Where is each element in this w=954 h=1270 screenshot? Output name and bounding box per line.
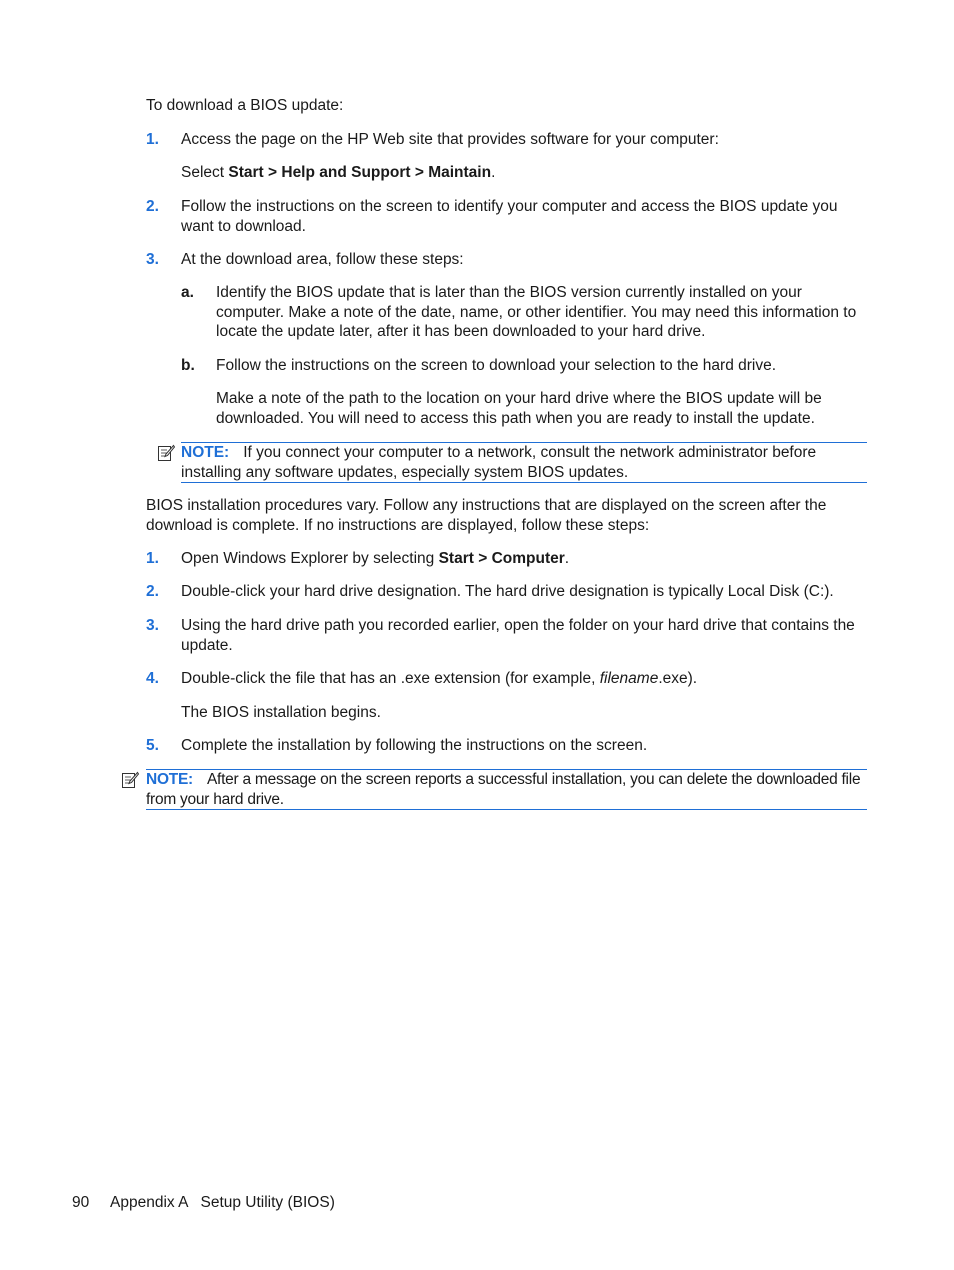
note-label: NOTE:	[181, 444, 230, 461]
step-italic: filename	[599, 670, 659, 687]
step-number: 1.	[146, 131, 159, 148]
substep-letter: b.	[181, 357, 195, 374]
step-number: 3.	[146, 617, 159, 634]
select-line	[181, 163, 495, 183]
paragraph: BIOS installation procedures vary. Follow any instructions that are displayed on the screen after the download is complete. If no instructions are displayed, follow these steps:	[146, 497, 827, 534]
step-prefix: Open Windows Explorer by selecting	[181, 550, 439, 567]
step-result: The BIOS installation begins.	[181, 704, 381, 721]
step-number: 2.	[146, 198, 159, 215]
step-number: 3.	[146, 251, 159, 268]
note-pencil-icon	[121, 771, 139, 789]
footer-section: Appendix A Setup Utility (BIOS)	[110, 1194, 335, 1211]
step-text: Complete the installation by following the instructions on the screen.	[181, 737, 648, 754]
note-pencil-icon	[157, 444, 175, 462]
step-number: 5.	[146, 737, 159, 754]
note-text: If you connect your computer to a network, consult the network administrator before installing any software updates, especially system BIOS updates.	[181, 444, 817, 481]
intro-text: To download a BIOS update:	[146, 97, 344, 114]
step-text	[181, 549, 871, 569]
select-prefix: Select	[181, 164, 229, 181]
step-number: 1.	[146, 550, 159, 567]
select-suffix: .	[491, 164, 496, 181]
step-text: Using the hard drive path you recorded earlier, open the folder on your hard drive that contains the update.	[181, 617, 855, 654]
step-text: Follow the instructions on the screen to identify your computer and access the BIOS update you want to download.	[181, 198, 838, 235]
substep-text: Identify the BIOS update that is later than the BIOS version currently installed on your computer. Make a note of the date, name, or other identifier. You may need this information to locate the update later, after it has been downloaded to your hard drive.	[216, 284, 857, 340]
step-text: Access the page on the HP Web site that provides software for your computer:	[181, 131, 719, 148]
step-text: At the download area, follow these steps:	[181, 251, 464, 268]
substep-letter: a.	[181, 284, 194, 301]
step-number: 2.	[146, 583, 159, 600]
step-suffix: .	[564, 550, 570, 567]
select-path: Start > Help and Support > Maintain	[228, 164, 492, 181]
step-bold-path: Start > Computer	[438, 550, 565, 567]
step-text	[181, 669, 871, 689]
substep-b-note: Make a note of the path to the location on your hard drive where the BIOS update will be downloaded. You will need to access this path when you are ready to install the update.	[216, 390, 822, 427]
step-number: 4.	[146, 670, 159, 687]
note-label: NOTE:	[146, 771, 193, 788]
note-text: After a message on the screen reports a successful installation, you can delete the downloaded file from your hard drive.	[146, 771, 861, 808]
step-text: Double-click your hard drive designation. The hard drive designation is typically Local Disk (C:).	[181, 583, 834, 600]
note-box	[146, 769, 867, 810]
page-number: 90	[72, 1194, 90, 1211]
note-box	[181, 442, 867, 483]
step-suffix: .exe).	[658, 670, 698, 687]
step-prefix: Double-click the file that has an .exe extension (for example,	[181, 670, 600, 687]
substep-text: Follow the instructions on the screen to download your selection to the hard drive.	[216, 357, 777, 374]
